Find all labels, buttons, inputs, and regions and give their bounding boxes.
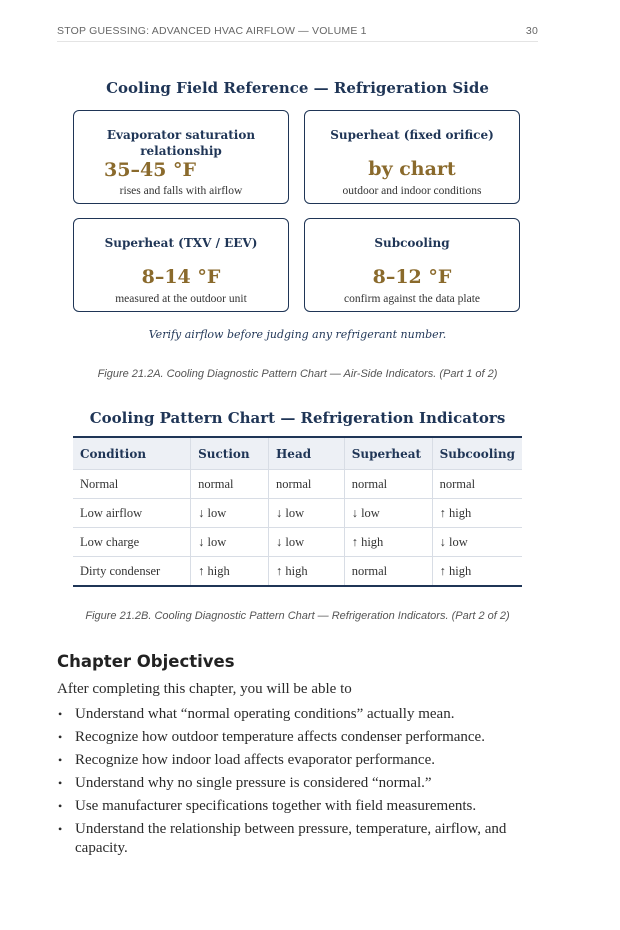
card-superheat-fixed-orifice: [304, 110, 520, 204]
card-note: measured at the outdoor unit: [115, 293, 247, 305]
table-cell: normal: [268, 470, 344, 499]
figure-a-title: Cooling Field Reference — Refrigeration Side: [106, 79, 489, 97]
table-row: [73, 528, 522, 557]
card-evaporator-saturation: [73, 110, 289, 204]
card-subcooling: [304, 218, 520, 312]
figure-a-caption: Figure 21.2A. Cooling Diagnostic Pattern Chart — Air-Side Indicators. (Part 1 of 2): [97, 368, 498, 380]
card-value: 35–45 °F: [104, 159, 196, 181]
table-row: [73, 499, 522, 528]
table-cell: normal: [344, 557, 432, 587]
card-value: 8–12 °F: [372, 266, 452, 288]
table-cell: normal: [344, 470, 432, 499]
list-item: • Use manufacturer specifications together with field measurements.: [57, 797, 547, 816]
column-header: Head: [268, 437, 344, 470]
card-superheat-txv-eev: [73, 218, 289, 312]
table-cell: Normal: [73, 470, 191, 499]
table-cell: ↑ high: [268, 557, 344, 587]
list-item: • Understand what “normal operating conditions” actually mean.: [57, 705, 547, 724]
table-cell: ↓ low: [344, 499, 432, 528]
column-header: Subcooling: [432, 437, 522, 470]
list-item: • Recognize how outdoor temperature affects condenser performance.: [57, 728, 547, 747]
card-note: outdoor and indoor conditions: [342, 185, 482, 197]
table-cell: ↑ high: [344, 528, 432, 557]
figure-b-title: Cooling Pattern Chart — Refrigeration Indicators: [89, 409, 506, 427]
card-title: Superheat (TXV / EEV): [104, 236, 258, 250]
objectives-intro: After completing this chapter, you will be able to: [57, 681, 352, 697]
figure-b-caption: Figure 21.2B. Cooling Diagnostic Pattern Chart — Refrigeration Indicators. (Part 2 of 2): [85, 610, 510, 622]
figure-a-footnote: Verify airflow before judging any refrigerant number.: [148, 328, 447, 341]
table-cell: ↑ high: [432, 557, 522, 587]
table-cell: normal: [191, 470, 269, 499]
objectives-list: [57, 705, 547, 862]
table-cell: Low charge: [73, 528, 191, 557]
table-cell: ↓ low: [432, 528, 522, 557]
list-item: • Recognize how indoor load affects evaporator performance.: [57, 751, 547, 770]
table-cell: ↑ high: [191, 557, 269, 587]
table-header-row: [73, 437, 522, 470]
running-head-title: STOP GUESSING: ADVANCED HVAC AIRFLOW — VOLUME 1: [57, 25, 367, 37]
column-header: Suction: [191, 437, 269, 470]
header-divider: [57, 41, 538, 42]
page-number: 30: [525, 25, 538, 37]
card-title: Evaporator saturation relationship: [106, 128, 256, 158]
table-cell: ↓ low: [191, 499, 269, 528]
table-row: [73, 470, 522, 499]
card-title: Superheat (fixed orifice): [330, 128, 494, 142]
table-row: [73, 557, 522, 587]
table-cell: ↓ low: [191, 528, 269, 557]
card-note: rises and falls with airflow: [119, 185, 243, 197]
running-head: [57, 22, 538, 40]
table-cell: Dirty condenser: [73, 557, 191, 587]
table-cell: ↓ low: [268, 499, 344, 528]
section-heading: Chapter Objectives: [57, 652, 235, 671]
card-value: by chart: [368, 158, 456, 180]
table-cell: ↓ low: [268, 528, 344, 557]
card-note: confirm against the data plate: [343, 293, 481, 305]
pattern-table: [73, 436, 522, 587]
column-header: Condition: [73, 437, 191, 470]
card-value: 8–14 °F: [141, 266, 221, 288]
card-title: Subcooling: [374, 236, 450, 250]
list-item: • Understand the relationship between pressure, temperature, airflow, and capacity.: [57, 820, 547, 858]
table-cell: Low airflow: [73, 499, 191, 528]
table-cell: normal: [432, 470, 522, 499]
list-item: • Understand why no single pressure is considered “normal.”: [57, 774, 547, 793]
column-header: Superheat: [344, 437, 432, 470]
table-cell: ↑ high: [432, 499, 522, 528]
